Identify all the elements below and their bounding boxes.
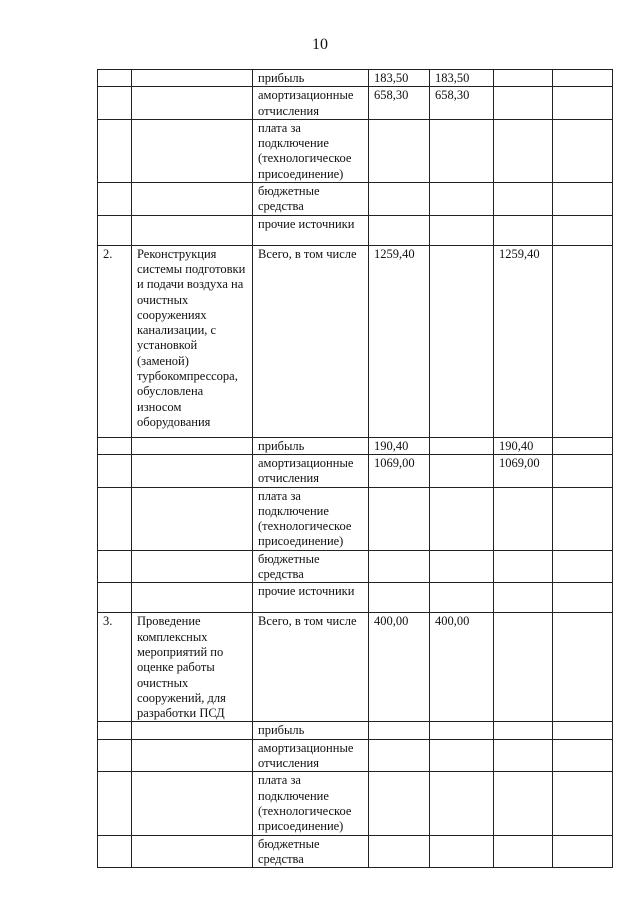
measure-name-cell: Реконструкция системы подготовки и подачи воздуха на очистных сооружениях канализации, с установкой (заменой) турбокомпрессора, обусловлена износом оборудования: [132, 245, 253, 437]
amount-total-cell: [369, 550, 430, 583]
amount-year3-cell: [553, 550, 613, 583]
table-row: [98, 722, 613, 739]
amount-year2-cell: [494, 835, 553, 868]
amount-total-cell: [369, 772, 430, 835]
measure-name-cell: [132, 215, 253, 245]
table-row: [98, 550, 613, 583]
table-row: [98, 87, 613, 120]
amount-total-cell: [369, 739, 430, 772]
table-row: [98, 739, 613, 772]
amount-year1-cell: [430, 835, 494, 868]
amount-total-cell: [369, 215, 430, 245]
funding-source-cell: амортизационные отчисления: [253, 739, 369, 772]
measure-name-cell: [132, 119, 253, 182]
amount-year2-cell: [494, 613, 553, 722]
table-row: [98, 613, 613, 722]
amount-year2-cell: [494, 87, 553, 120]
funding-source-cell: плата за подключение (технологическое присоединение): [253, 772, 369, 835]
funding-source-cell: амортизационные отчисления: [253, 454, 369, 487]
amount-year3-cell: [553, 87, 613, 120]
amount-year1-cell: [430, 215, 494, 245]
table-row: [98, 583, 613, 613]
funding-source-cell: амортизационные отчисления: [253, 87, 369, 120]
amount-year1-cell: [430, 183, 494, 216]
funding-source-cell: бюджетные средства: [253, 835, 369, 868]
funding-source-cell: Всего, в том числе: [253, 245, 369, 437]
table-row: [98, 119, 613, 182]
amount-year3-cell: [553, 722, 613, 739]
table-row: [98, 454, 613, 487]
measure-name-cell: [132, 739, 253, 772]
amount-year2-cell: [494, 215, 553, 245]
measure-name-cell: [132, 70, 253, 87]
amount-year3-cell: [553, 183, 613, 216]
amount-year2-cell: [494, 583, 553, 613]
amount-year1-cell: [430, 437, 494, 454]
amount-year3-cell: [553, 772, 613, 835]
row-number-cell: [98, 183, 132, 216]
amount-year1-cell: [430, 454, 494, 487]
measure-name-cell: [132, 437, 253, 454]
amount-year3-cell: [553, 119, 613, 182]
funding-table: [97, 69, 613, 868]
measure-name-cell: [132, 835, 253, 868]
funding-source-cell: бюджетные средства: [253, 550, 369, 583]
row-number-cell: [98, 454, 132, 487]
amount-total-cell: [369, 722, 430, 739]
amount-year2-cell: [494, 183, 553, 216]
row-number-cell: 3.: [98, 613, 132, 722]
amount-year3-cell: [553, 437, 613, 454]
row-number-cell: [98, 835, 132, 868]
table-row: [98, 437, 613, 454]
row-number-cell: [98, 550, 132, 583]
amount-year1-cell: [430, 550, 494, 583]
table-row: [98, 183, 613, 216]
funding-source-cell: прочие источники: [253, 215, 369, 245]
amount-year2-cell: [494, 772, 553, 835]
amount-year1-cell: [430, 119, 494, 182]
table-row: [98, 835, 613, 868]
measure-name-cell: Проведение комплексных мероприятий по оценке работы очистных сооружений, для разработки ПСД: [132, 613, 253, 722]
amount-year1-cell: 658,30: [430, 87, 494, 120]
amount-year3-cell: [553, 739, 613, 772]
amount-year2-cell: [494, 722, 553, 739]
row-number-cell: [98, 87, 132, 120]
amount-total-cell: [369, 835, 430, 868]
measure-name-cell: [132, 722, 253, 739]
amount-total-cell: 400,00: [369, 613, 430, 722]
row-number-cell: 2.: [98, 245, 132, 437]
measure-name-cell: [132, 583, 253, 613]
funding-source-cell: прибыль: [253, 437, 369, 454]
amount-year3-cell: [553, 70, 613, 87]
amount-total-cell: [369, 183, 430, 216]
table-row: [98, 70, 613, 87]
row-number-cell: [98, 772, 132, 835]
amount-total-cell: 183,50: [369, 70, 430, 87]
amount-total-cell: 1259,40: [369, 245, 430, 437]
amount-year3-cell: [553, 835, 613, 868]
amount-year1-cell: [430, 722, 494, 739]
table-row: [98, 245, 613, 437]
table-row: [98, 215, 613, 245]
amount-year3-cell: [553, 613, 613, 722]
amount-total-cell: [369, 583, 430, 613]
amount-total-cell: 658,30: [369, 87, 430, 120]
amount-year3-cell: [553, 487, 613, 550]
amount-total-cell: 190,40: [369, 437, 430, 454]
row-number-cell: [98, 487, 132, 550]
amount-year2-cell: [494, 119, 553, 182]
amount-year3-cell: [553, 215, 613, 245]
measure-name-cell: [132, 550, 253, 583]
amount-year2-cell: [494, 70, 553, 87]
measure-name-cell: [132, 183, 253, 216]
table-row: [98, 487, 613, 550]
funding-source-cell: Всего, в том числе: [253, 613, 369, 722]
funding-source-cell: плата за подключение (технологическое присоединение): [253, 487, 369, 550]
measure-name-cell: [132, 772, 253, 835]
amount-year3-cell: [553, 245, 613, 437]
amount-year1-cell: [430, 245, 494, 437]
funding-source-cell: прибыль: [253, 70, 369, 87]
amount-total-cell: [369, 487, 430, 550]
funding-source-cell: бюджетные средства: [253, 183, 369, 216]
row-number-cell: [98, 119, 132, 182]
amount-year1-cell: [430, 772, 494, 835]
amount-year2-cell: 190,40: [494, 437, 553, 454]
amount-total-cell: [369, 119, 430, 182]
amount-year3-cell: [553, 583, 613, 613]
amount-year1-cell: [430, 739, 494, 772]
row-number-cell: [98, 437, 132, 454]
row-number-cell: [98, 583, 132, 613]
funding-source-cell: плата за подключение (технологическое присоединение): [253, 119, 369, 182]
row-number-cell: [98, 739, 132, 772]
amount-year3-cell: [553, 454, 613, 487]
amount-year1-cell: [430, 583, 494, 613]
amount-total-cell: 1069,00: [369, 454, 430, 487]
page-number: 10: [312, 36, 328, 53]
table-row: [98, 772, 613, 835]
amount-year2-cell: [494, 550, 553, 583]
row-number-cell: [98, 722, 132, 739]
row-number-cell: [98, 215, 132, 245]
amount-year2-cell: 1259,40: [494, 245, 553, 437]
funding-source-cell: прибыль: [253, 722, 369, 739]
row-number-cell: [98, 70, 132, 87]
measure-name-cell: [132, 487, 253, 550]
amount-year1-cell: 183,50: [430, 70, 494, 87]
amount-year1-cell: [430, 487, 494, 550]
amount-year1-cell: 400,00: [430, 613, 494, 722]
amount-year2-cell: [494, 739, 553, 772]
amount-year2-cell: 1069,00: [494, 454, 553, 487]
amount-year2-cell: [494, 487, 553, 550]
measure-name-cell: [132, 87, 253, 120]
funding-source-cell: прочие источники: [253, 583, 369, 613]
measure-name-cell: [132, 454, 253, 487]
